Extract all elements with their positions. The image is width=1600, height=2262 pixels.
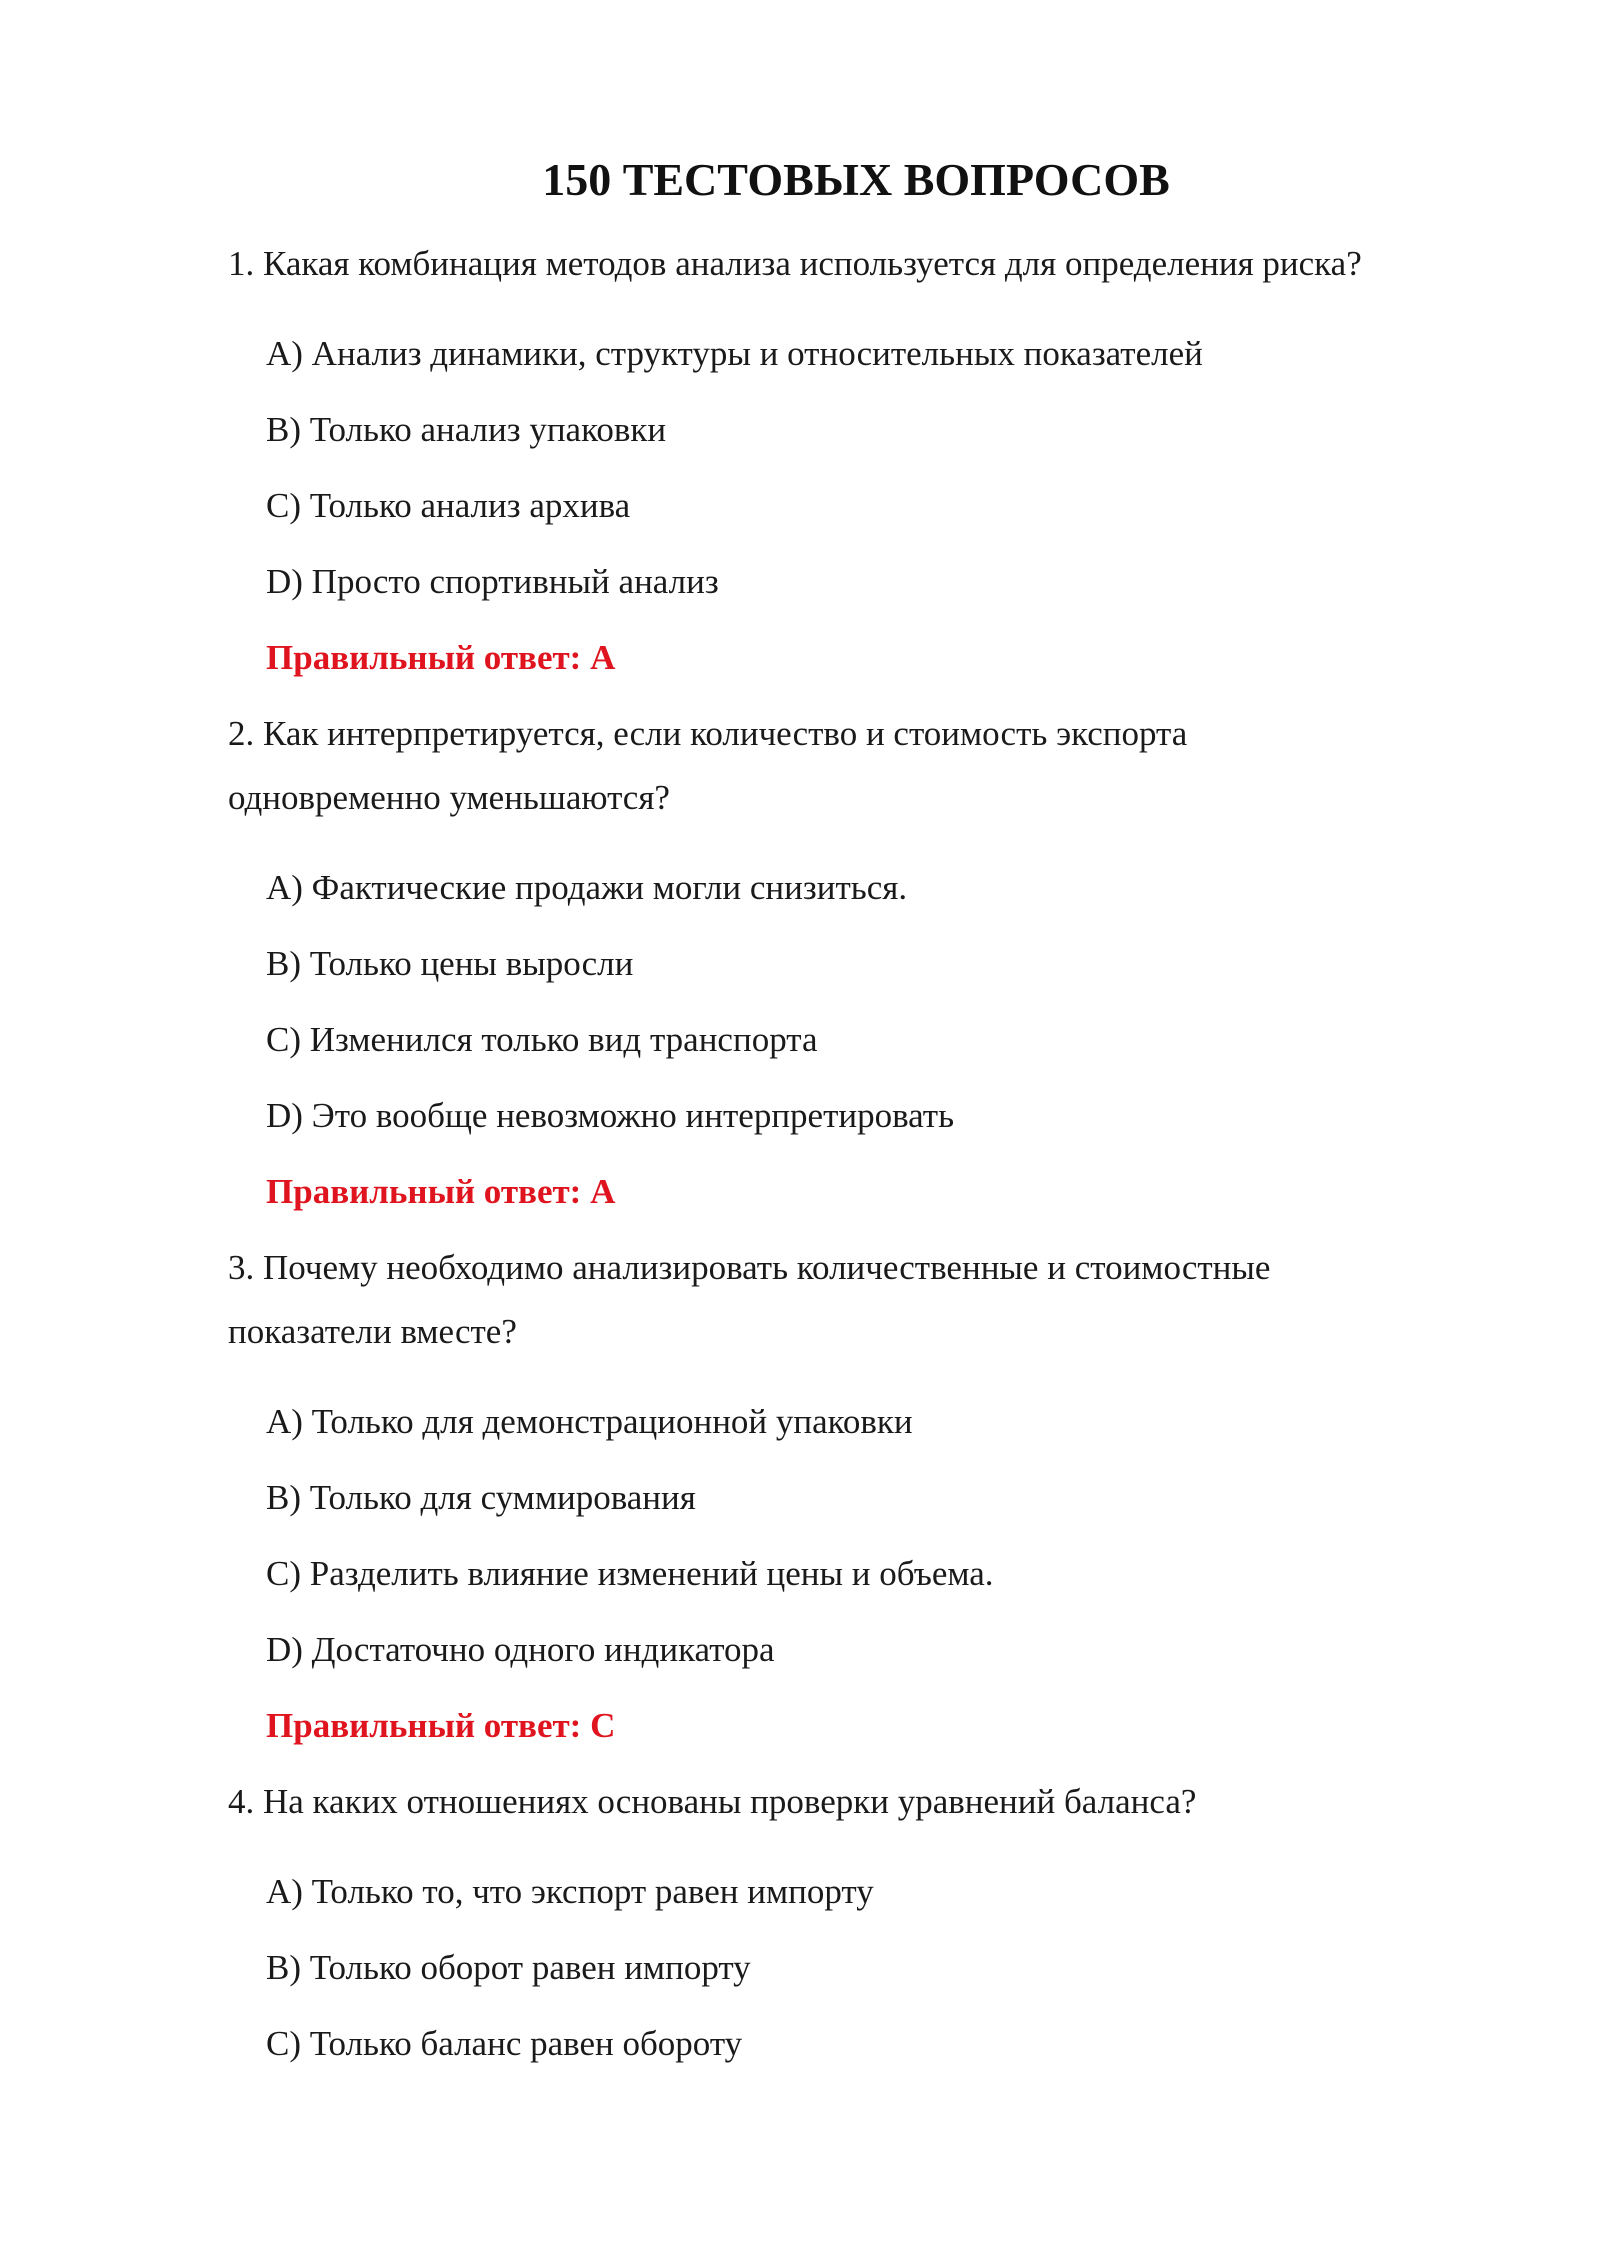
question-1-option-a: A) Анализ динамики, структуры и относительных показателей [266,334,1203,373]
question-2-text-line-1: 2. Как интерпретируется, если количество и стоимость экспорта [228,714,1188,753]
question-3-option-a: A) Только для демонстрационной упаковки [266,1402,913,1441]
question-2-answer: Правильный ответ: A [266,1172,616,1211]
question-1-option-c: C) Только анализ архива [266,486,631,525]
question-1-text: 1. Какая комбинация методов анализа используется для определения риска? [228,244,1362,283]
question-4-option-c: C) Только баланс равен обороту [266,2024,743,2063]
document-title: 150 ТЕСТОВЫХ ВОПРОСОВ [542,154,1170,205]
question-1-option-b: B) Только анализ упаковки [266,410,667,449]
question-4-text: 4. На каких отношениях основаны проверки уравнений баланса? [228,1782,1197,1821]
question-3-option-d: D) Достаточно одного индикатора [266,1630,775,1669]
question-3-text-line-1: 3. Почему необходимо анализировать количественные и стоимостные [228,1248,1271,1287]
question-1-answer: Правильный ответ: A [266,638,616,677]
question-4-option-b: B) Только оборот равен импорту [266,1948,751,1987]
question-2-option-c: C) Изменился только вид транспорта [266,1020,818,1059]
question-2-text-line-2: одновременно уменьшаются? [228,778,670,817]
question-4-option-a: A) Только то, что экспорт равен импорту [266,1872,874,1911]
question-2-option-b: B) Только цены выросли [266,944,634,983]
question-3-option-c: C) Разделить влияние изменений цены и объема. [266,1554,994,1593]
question-3-text-line-2: показатели вместе? [228,1312,517,1351]
question-1-option-d: D) Просто спортивный анализ [266,562,719,601]
question-3-option-b: B) Только для суммирования [266,1478,696,1517]
question-3-answer: Правильный ответ: C [266,1706,616,1745]
question-2-option-d: D) Это вообще невозможно интерпретировать [266,1096,955,1135]
question-2-option-a: A) Фактические продажи могли снизиться. [266,868,908,907]
